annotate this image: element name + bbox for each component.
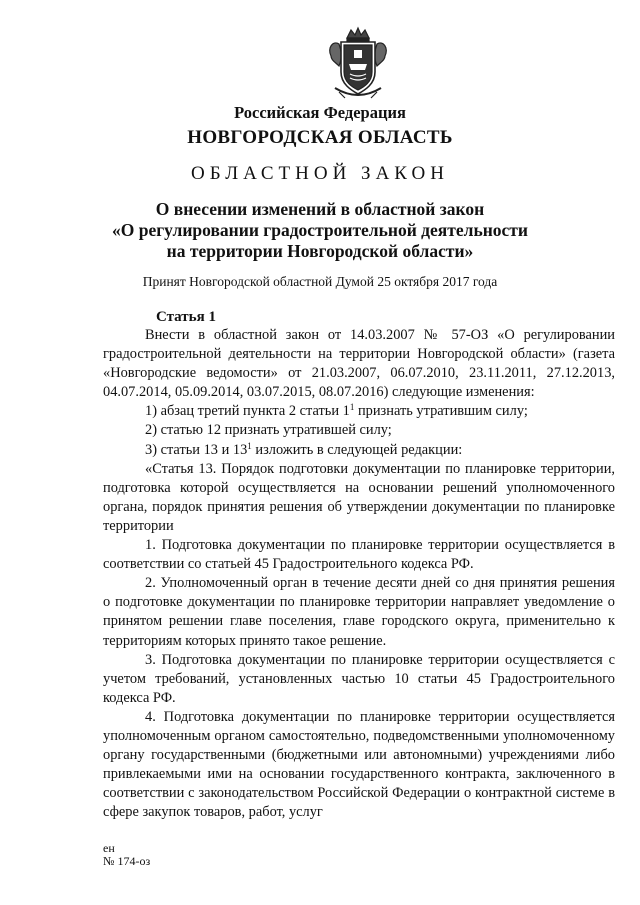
paragraph-2: 2. Уполномоченный орган в течение десяти дней со дня принятия решения о подготовке документации по планировке территории направляет уведомление о принятом решении главе поселения, главе городского округа, применительно к территориям которых принято такое решение. (103, 575, 615, 649)
amendment-item-2: 2) статью 12 признать утратившей силу; (145, 422, 392, 439)
article-body (103, 326, 615, 822)
law-title-line-1: О внесении изменений в областной закон (155, 199, 485, 219)
amendment-item-3 (103, 441, 615, 460)
document-footer (103, 842, 150, 868)
law-type: ОБЛАСТНОЙ ЗАКОН (191, 163, 449, 184)
footer-number: № 174-оз (103, 854, 151, 868)
adoption-note: Принят Новгородской областной Думой 25 октября 2017 года (142, 274, 498, 289)
article-heading: Статья 1 (156, 309, 216, 325)
law-title (0, 199, 640, 262)
law-title-line-2: «О регулировании градостроительной деятельности (112, 220, 528, 240)
amendment-item-3-tail: изложить в следующей редакции: (251, 441, 463, 458)
paragraph-4: 4. Подготовка документации по планировке территории осуществляется уполномоченным органом самостоятельно, подведомственными уполномоченному органу государственными (бюджетными или автономными) учреждениями либо привлекаемыми ими на основании государственного контракта, заключенного в соответствии с законодательством Российской Федерации о контрактной системе в сфере закупок товаров, работ, услуг (103, 708, 615, 821)
region-name: НОВГОРОДСКАЯ ОБЛАСТЬ (187, 127, 453, 148)
paragraph-3: 3. Подготовка документации по планировке территории осуществляется с учетом требований, установленных частью 10 статьи 45 Градостроительного кодекса РФ. (103, 651, 615, 706)
superscript: 1 (349, 402, 355, 413)
amendment-item-1-text: 1) абзац третий пункта 2 статьи 1 (145, 403, 350, 420)
quoted-article-title: «Статья 13. Порядок подготовки документации по планировке территории, подготовка которой осуществляется на основании решений уполномоченного органа, порядок принятия решения об утверждении документации по планировке территории (103, 460, 615, 534)
country-name: Российская Федерация (234, 103, 406, 122)
superscript: 1 (247, 440, 252, 451)
amendment-item-1-tail: признать утратившим силу; (354, 403, 528, 420)
article-intro: Внести в областной закон от 14.03.2007 № 57-ОЗ «О регулировании градостроительной деятельности на территории Новгородской области» (газета «Новгородские ведомости» от 21.03.2007, 06.07.2010, 23.11.2011, 27.12.2013, 04.07.2014, 05.09.2014, 03.07.2015, 08.07.2016) следующие изменения: (103, 327, 615, 401)
amendment-item-1 (103, 402, 615, 421)
amendment-item-3-text: 3) статьи 13 и 13 (145, 441, 248, 458)
footer-initials: ен (103, 841, 115, 855)
paragraph-1: 1. Подготовка документации по планировке территории осуществляется в соответствии со статьей 45 Градостроительного кодекса РФ. (103, 537, 615, 573)
coat-of-arms-emblem (325, 26, 391, 100)
law-title-line-3: на территории Новгородской области» (166, 241, 474, 261)
